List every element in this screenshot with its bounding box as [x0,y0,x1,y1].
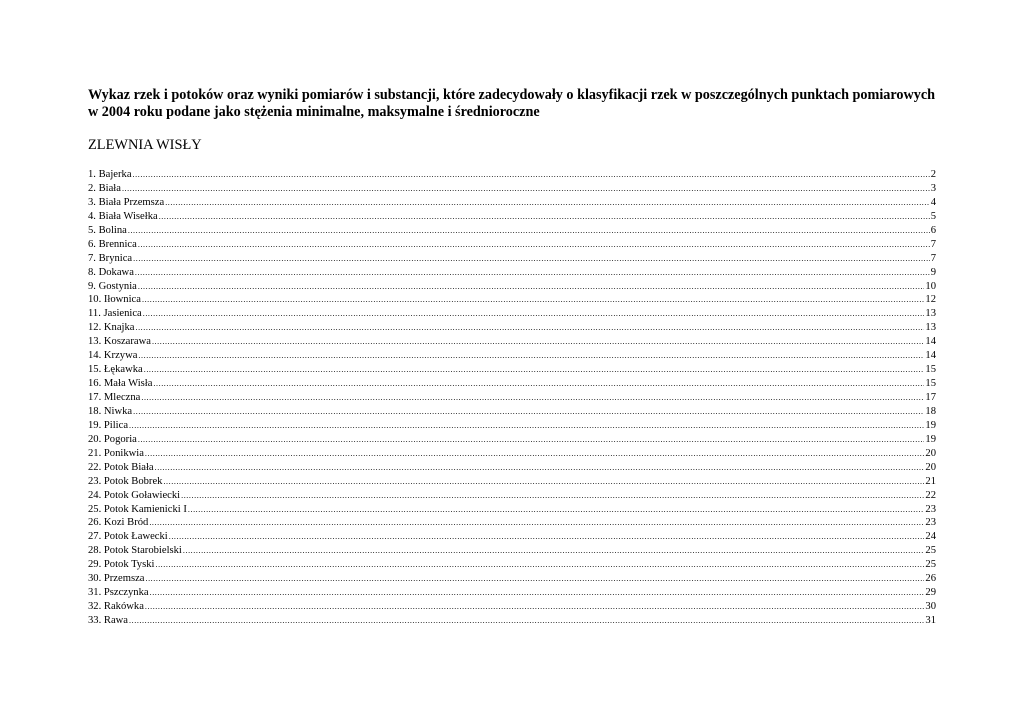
toc-entry-page-number: 31 [925,615,936,626]
toc-entry[interactable] [88,266,936,280]
toc-dot-leader [150,586,925,600]
toc-entry-page-number: 24 [925,531,936,543]
toc-entry-page-number: 23 [925,503,936,515]
toc-entry-label: 22. Potok Biała [88,461,154,473]
toc-dot-leader [145,572,924,586]
toc-entry-label: 11. Jasienica [88,308,142,320]
toc-entry[interactable] [88,168,936,182]
toc-entry-label: 31. Pszczynka [88,587,149,599]
toc-entry[interactable] [88,252,936,266]
toc-entry[interactable] [88,572,936,586]
toc-entry[interactable] [88,447,936,461]
toc-entry[interactable] [88,224,936,238]
toc-dot-leader [133,168,930,182]
toc-dot-leader [169,530,925,544]
toc-entry[interactable] [88,238,936,252]
toc-dot-leader [145,600,925,614]
toc-dot-leader [133,252,930,266]
toc-entry-page-number: 19 [925,433,936,445]
toc-dot-leader [188,503,925,517]
toc-entry-label: 2. Biała [88,182,121,194]
table-of-contents [88,168,936,628]
toc-entry-label: 30. Przemsza [88,573,145,585]
toc-entry-label: 19. Pilica [88,419,129,431]
document-title: Wykaz rzek i potoków oraz wyniki pomiarów i substancji, które zadecydowały o klasyfikacji rzek w poszczególnych punktach pomiarowych w 2004 roku podane jako stężenia minimalne, maksymalne i średnioroczne [88,87,936,120]
toc-entry-label: 12. Knajka [88,322,135,334]
toc-entry-page-number: 14 [925,350,936,362]
toc-entry[interactable] [88,614,936,628]
toc-entry-page-number: 2 [930,169,936,180]
toc-entry[interactable] [88,280,936,294]
toc-dot-leader [165,196,930,210]
toc-dot-leader [135,321,924,335]
toc-entry-page-number: 3 [930,182,936,194]
toc-entry[interactable] [88,433,936,447]
toc-entry[interactable] [88,363,936,377]
toc-entry-page-number: 15 [925,364,936,376]
toc-entry-page-number: 13 [925,322,936,334]
toc-entry[interactable] [88,321,936,335]
toc-entry-label: 33. Rawa [88,615,129,626]
toc-dot-leader [155,558,924,572]
toc-dot-leader [133,405,924,419]
toc-entry[interactable] [88,503,936,517]
toc-entry[interactable] [88,489,936,503]
toc-entry-page-number: 25 [925,545,936,557]
toc-entry-label: 28. Potok Starobielski [88,545,182,557]
toc-entry-label: 24. Potok Goławiecki [88,489,181,501]
toc-entry-page-number: 26 [925,573,936,585]
toc-dot-leader [144,363,925,377]
toc-entry[interactable] [88,475,936,489]
toc-entry[interactable] [88,210,936,224]
toc-entry-label: 10. Iłownica [88,294,141,306]
toc-dot-leader [183,544,925,558]
toc-entry[interactable] [88,530,936,544]
toc-entry-page-number: 5 [930,210,936,222]
toc-entry[interactable] [88,196,936,210]
toc-entry-page-number: 22 [925,489,936,501]
toc-entry-label: 23. Potok Bobrek [88,475,163,487]
toc-entry-label: 3. Biała Przemsza [88,196,165,208]
toc-dot-leader [163,475,924,489]
toc-dot-leader [149,516,924,530]
toc-dot-leader [138,349,924,363]
toc-entry-page-number: 29 [925,587,936,599]
toc-dot-leader [138,280,925,294]
section-heading: ZLEWNIA WISŁY [88,137,202,153]
toc-entry-page-number: 6 [930,224,936,236]
toc-entry-label: 32. Rakówka [88,601,144,613]
toc-dot-leader [128,224,930,238]
toc-dot-leader [152,335,924,349]
toc-entry[interactable] [88,461,936,475]
toc-entry-page-number: 23 [925,517,936,529]
toc-dot-leader [159,210,930,224]
toc-dot-leader [122,182,930,196]
toc-dot-leader [145,447,924,461]
toc-entry-label: 9. Gostynia [88,280,137,292]
toc-entry-page-number: 19 [925,419,936,431]
toc-entry-label: 4. Biała Wisełka [88,210,158,222]
toc-entry-label: 5. Bolina [88,224,127,236]
toc-dot-leader [142,293,924,307]
toc-entry[interactable] [88,377,936,391]
toc-dot-leader [155,461,925,475]
toc-entry[interactable] [88,516,936,530]
toc-entry[interactable] [88,182,936,196]
toc-entry-label: 17. Mleczna [88,392,141,403]
toc-entry-label: 6. Brennica [88,238,137,250]
toc-entry-page-number: 17 [925,392,936,403]
toc-entry-label: 7. Brynica [88,252,133,264]
toc-entry[interactable] [88,600,936,614]
toc-entry-label: 15. Łękawka [88,364,143,376]
toc-entry-label: 21. Ponikwia [88,447,144,459]
toc-entry-page-number: 13 [925,308,936,320]
toc-entry[interactable] [88,349,936,363]
toc-entry[interactable] [88,391,936,405]
toc-entry-page-number: 25 [925,559,936,571]
toc-entry-page-number: 20 [925,461,936,473]
toc-dot-leader [129,419,924,433]
toc-entry-label: 8. Dokawa [88,266,134,278]
toc-entry-label: 13. Koszarawa [88,336,151,348]
toc-entry-label: 18. Niwka [88,405,133,417]
toc-entry-label: 29. Potok Tyski [88,559,155,571]
toc-entry[interactable] [88,335,936,349]
toc-entry[interactable] [88,586,936,600]
toc-entry[interactable] [88,419,936,433]
toc-entry[interactable] [88,544,936,558]
toc-entry[interactable] [88,558,936,572]
toc-entry[interactable] [88,405,936,419]
toc-entry-page-number: 18 [925,405,936,417]
toc-entry-label: 27. Potok Ławecki [88,531,168,543]
toc-dot-leader [181,489,924,503]
toc-entry-label: 1. Bajerka [88,169,132,180]
toc-entry[interactable] [88,307,936,321]
toc-dot-leader [135,266,930,280]
toc-entry-label: 25. Potok Kamienicki I [88,503,187,515]
toc-entry-page-number: 7 [930,252,936,264]
toc-entry-page-number: 14 [925,336,936,348]
toc-entry-label: 14. Krzywa [88,350,138,362]
toc-entry-page-number: 9 [930,266,936,278]
toc-dot-leader [153,377,924,391]
toc-entry-page-number: 10 [925,280,936,292]
toc-dot-leader [129,614,924,628]
toc-dot-leader [143,307,925,321]
toc-entry-page-number: 4 [930,196,936,208]
toc-entry-page-number: 7 [930,238,936,250]
toc-dot-leader [138,433,925,447]
toc-entry-label: 16. Mała Wisła [88,378,153,390]
toc-entry-label: 26. Kozi Bród [88,517,149,529]
toc-entry-label: 20. Pogoria [88,433,137,445]
toc-dot-leader [141,391,924,405]
toc-entry-page-number: 12 [925,294,936,306]
toc-entry-page-number: 15 [925,378,936,390]
toc-entry-page-number: 20 [925,447,936,459]
toc-entry[interactable] [88,293,936,307]
toc-entry-page-number: 30 [925,601,936,613]
toc-dot-leader [138,238,930,252]
toc-entry-page-number: 21 [925,475,936,487]
